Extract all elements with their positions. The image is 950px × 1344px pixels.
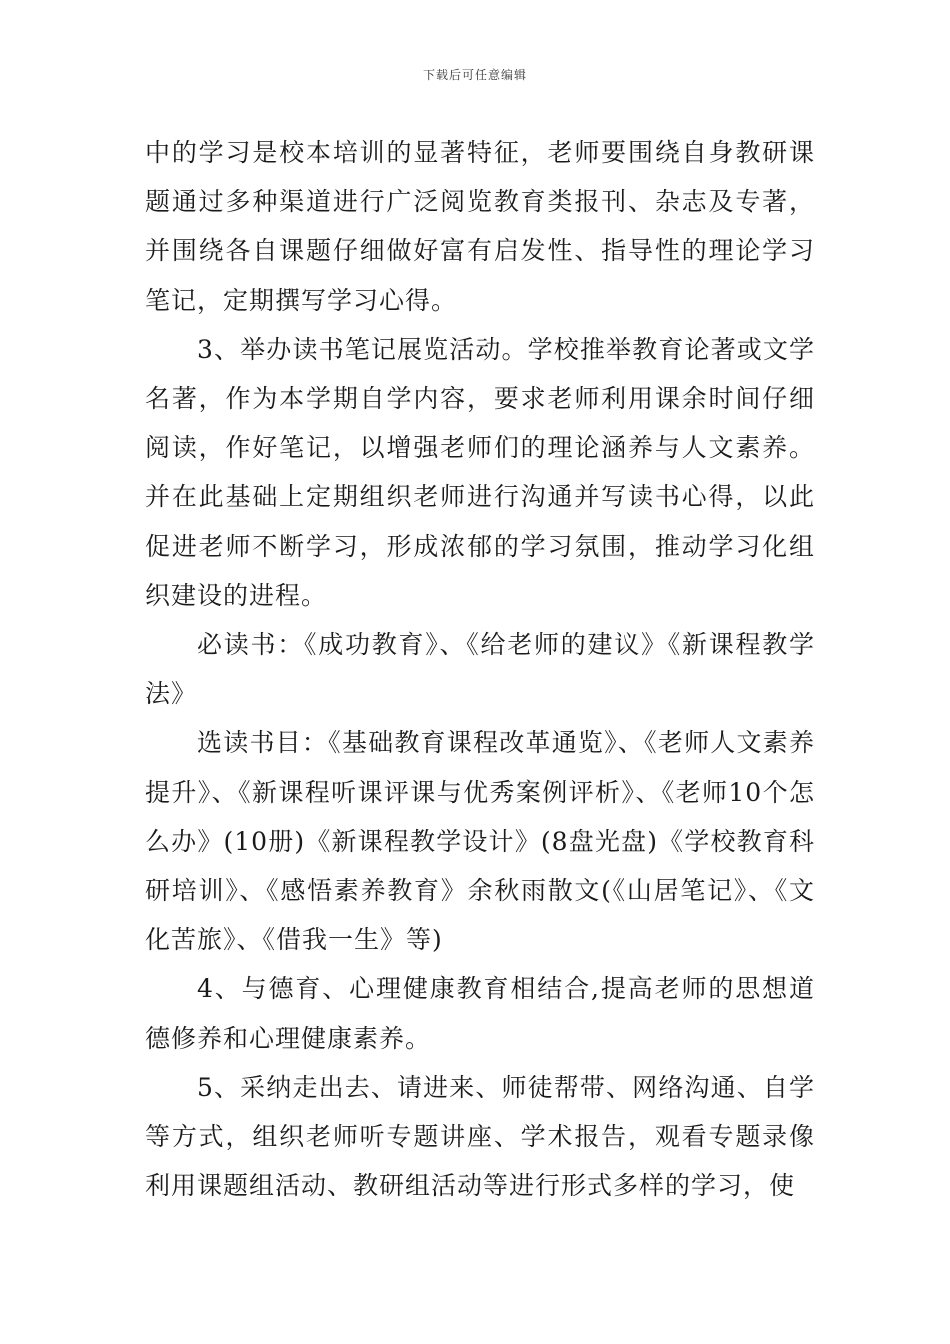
document-body	[145, 128, 815, 1210]
paragraph-moral-education: 4、与德育、心理健康教育相结合,提高老师的思想道德修养和心理健康素养。	[145, 974, 815, 1053]
paragraph-optional-reading: 选读书目：《基础教育课程改革通览》、《老师人文素养提升》、《新课程听课评课与优秀案例评析》、《老师10个怎么办》(10册)《新课程教学设计》(8盘光盘)《学校教育科研培训》、《感悟素养教育》余秋雨散文(《山居笔记》、《文化苦旅》、《借我一生》等)	[145, 728, 815, 955]
paragraph-learning-methods: 5、采纳走出去、请进来、师徒帮带、网络沟通、自学等方式，组织老师听专题讲座、学术报告，观看专题录像利用课题组活动、教研组活动等进行形式多样的学习，使	[145, 1072, 815, 1201]
paragraph-reading-notes-exhibition: 3、举办读书笔记展览活动。学校推举教育论著或文学名著，作为本学期自学内容，要求老师利用课余时间仔细阅读，作好笔记，以增强老师们的理论涵养与人文素养。并在此基础上定期组织老师进行沟通并写读书心得，以此促进老师不断学习，形成浓郁的学习氛围，推动学习化组织建设的进程。	[145, 334, 815, 610]
paragraph-continued-study: 中的学习是校本培训的显著特征，老师要围绕自身教研课题通过多种渠道进行广泛阅览教育类报刊、杂志及专著，并围绕各自课题仔细做好富有启发性、指导性的理论学习笔记，定期撰写学习心得。	[145, 138, 815, 315]
page-header: 下载后可任意编辑	[422, 68, 527, 82]
paragraph-required-reading: 必读书：《成功教育》、《给老师的建议》《新课程教学法》	[145, 630, 815, 709]
